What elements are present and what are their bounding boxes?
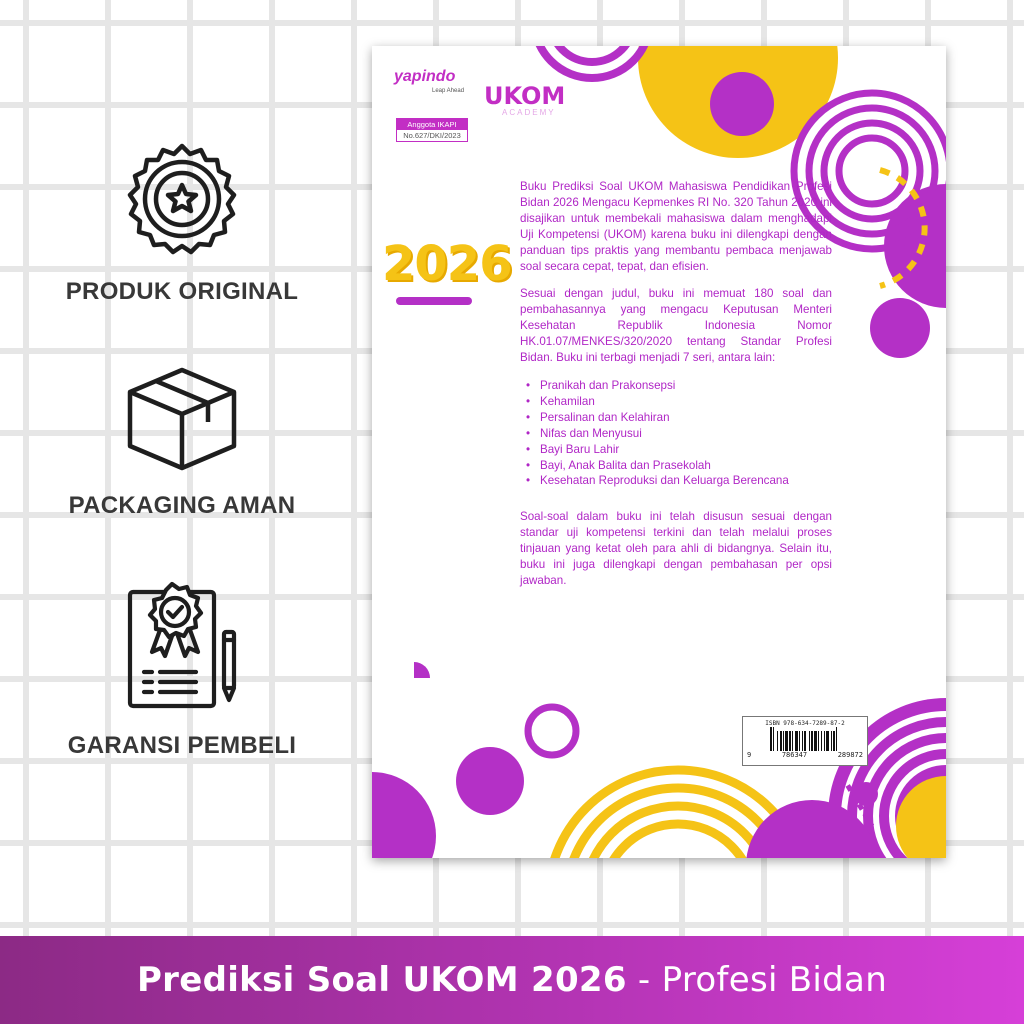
description-paragraph: Soal-soal dalam buku ini telah disusun sesuai dengan standar uji kompetensi terkini dan telah melalui proses tinjauan yang ketat oleh para ahli di bidangnya. Selain itu, buku ini juga dilengkapi dengan pembahasan per opsi jawaban. [520, 510, 832, 587]
barcode-left: 9 [747, 751, 752, 759]
year-underline [396, 297, 472, 305]
ikapi-number: No.627/DKI/2023 [403, 131, 461, 140]
banner-title-main: Prediksi Soal UKOM 2026 [136, 960, 627, 1000]
book-description [520, 179, 832, 601]
box-icon [122, 364, 242, 474]
series-item: • Nifas dan Menyusui [526, 426, 832, 442]
series-item: • Pranikah dan Prakonsepsi [526, 378, 832, 394]
feature-packaging [40, 364, 324, 520]
isbn-barcode [742, 716, 868, 766]
barcode-bars [743, 727, 867, 751]
description-paragraph: Buku Prediksi Soal UKOM Mahasiswa Pendidikan Profesi Bidan 2026 Mengacu Kepmenkes RI No. 320 Tahun 2020 ini disajikan untuk membekali mahasiswa dalam menghadapi Uji Kompetensi (UKOM) karena buku ini dilengkapi dengan panduan tips praktis yang membantu pembaca menjawab soal secara cepat, tepat, dan efisien. [520, 180, 832, 273]
certificate-icon [122, 578, 242, 714]
feature-label: PRODUK ORIGINAL [65, 278, 299, 305]
banner-title-sub: - Profesi Bidan [626, 960, 888, 1000]
series-item: • Kesehatan Reproduksi dan Keluarga Berencana [526, 473, 832, 489]
description-paragraph: Sesuai dengan judul, buku ini memuat 180 soal dan pembahasannya yang mengacu Keputusan Menteri Kesehatan Republik Indonesia Nomor HK.01.07/MENKES/320/2020 tentang Standar Profesi Bidan. Buku ini terbagi menjadi 7 seri, antara lain: [520, 287, 832, 365]
ikapi-badge [396, 118, 468, 142]
book-back-cover [372, 46, 946, 858]
ikapi-label: Anggota IKAPI [397, 119, 467, 130]
publisher-logo: yapindo [394, 68, 456, 85]
series-item: • Bayi, Anak Balita dan Prasekolah [526, 458, 832, 474]
feature-label: PACKAGING AMAN [68, 492, 296, 519]
series-item: • Bayi Baru Lahir [526, 442, 832, 458]
feature-original [40, 140, 324, 306]
star-badge-icon [122, 140, 242, 260]
series-item: • Kehamilan [526, 394, 832, 410]
series-item: • Persalinan dan Kelahiran [526, 410, 832, 426]
brand-subtitle: ACADEMY [502, 108, 556, 117]
barcode-mid: 786347 [781, 751, 808, 759]
barcode-bar [837, 727, 840, 751]
title-banner [0, 936, 1024, 1024]
barcode-numbers [743, 751, 867, 759]
series-list [520, 378, 832, 489]
barcode-right: 289872 [837, 751, 863, 759]
feature-guarantee [40, 578, 324, 760]
isbn-code: ISBN 978-634-7289-87-2 [765, 720, 845, 727]
banner-title [137, 960, 887, 1000]
brand-logo: UKOM [484, 82, 566, 110]
publisher-tagline: Leap Ahead [432, 88, 465, 94]
year-label: 2026 [382, 236, 512, 292]
feature-label: GARANSI PEMBELI [67, 732, 297, 759]
